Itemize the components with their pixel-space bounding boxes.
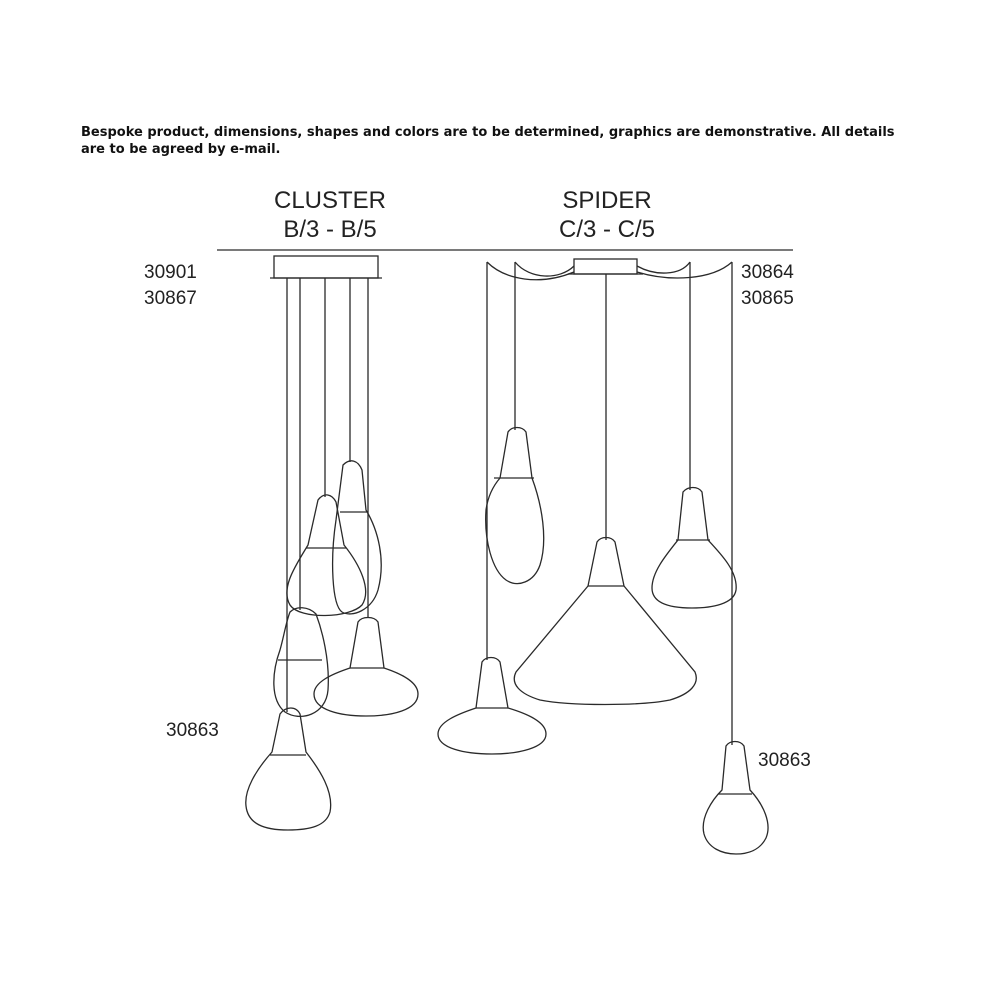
cluster-oval-shade <box>274 608 328 717</box>
disclaimer-note: Bespoke product, dimensions, shapes and colors are to be determined, graphics are demonstrative. All details are to be agreed by e-mail. <box>81 125 895 157</box>
spider-bottom-teardrop-shade <box>703 742 768 855</box>
cluster-variants: B/3 - B/5 <box>283 216 377 243</box>
cluster-code-1: 30901 <box>144 262 197 283</box>
spider-teardrop-shade <box>486 428 544 584</box>
cluster-pendant-code: 30863 <box>166 720 219 741</box>
spider-code-2: 30865 <box>741 288 794 309</box>
cluster-bell-shade <box>287 495 366 616</box>
spider-arc-cords <box>487 262 732 280</box>
cluster-saucer-shade <box>314 618 418 717</box>
spider-variants: C/3 - C/5 <box>558 216 656 243</box>
cluster-title: CLUSTER <box>273 187 387 214</box>
spider-cone-shade <box>514 538 696 705</box>
cluster-teardrop-shade <box>333 461 382 614</box>
cluster-bottom-teardrop-shade <box>246 708 331 830</box>
spider-code-1: 30864 <box>741 262 794 283</box>
spider-saucer-shade <box>438 658 546 755</box>
spider-canopy <box>568 259 643 274</box>
spider-pendant-code: 30863 <box>758 750 811 771</box>
cluster-code-2: 30867 <box>144 288 197 309</box>
spider-bell-shade <box>652 488 736 609</box>
cluster-canopy <box>270 256 382 278</box>
spider-title: SPIDER <box>562 187 652 214</box>
